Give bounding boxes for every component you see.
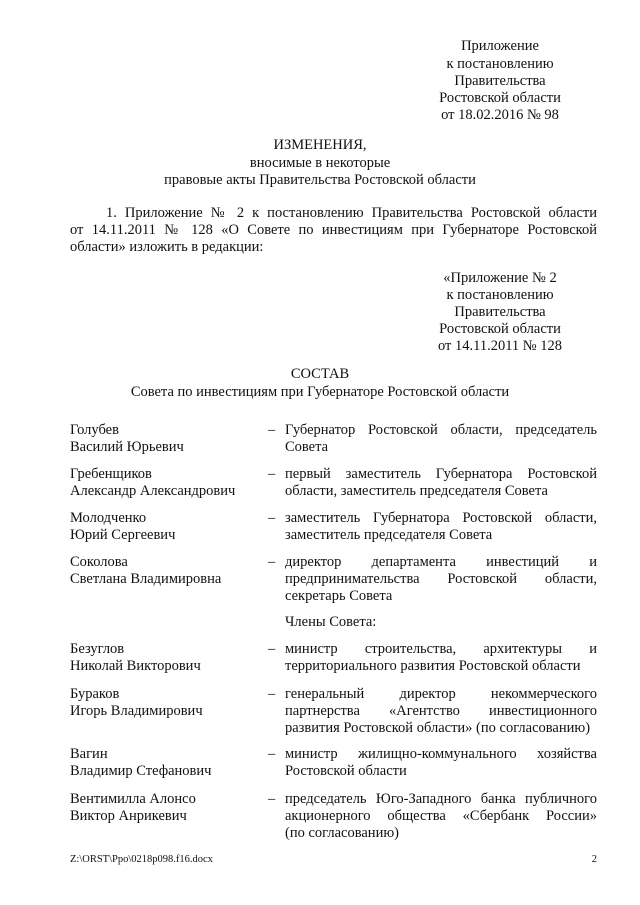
member-names: Александр Александрович (70, 483, 236, 499)
member-names: Василий Юрьевич (70, 439, 184, 455)
members-label: Члены Совета: (285, 614, 377, 630)
member-role-line: партнерства «Агентство инвестиционного (285, 703, 597, 719)
member-role-line: акционерного общества «Сбербанк России» (285, 808, 597, 824)
member-role-line: заместитель Губернатора Ростовской области, (285, 510, 597, 526)
changes-subtitle-line: правовые акты Правительства Ростовской области (164, 172, 476, 188)
member-dash: – (268, 791, 276, 807)
composition-heading: СОСТАВ (290, 366, 350, 382)
member-dash: – (268, 466, 276, 482)
appendix-header-line: к постановлению (446, 56, 554, 72)
member-dash: – (268, 686, 276, 702)
member-role-line: Ростовской области (285, 763, 407, 779)
member-role-line: министр строительства, архитектуры и (285, 641, 597, 657)
member-names: Владимир Стефанович (70, 763, 212, 779)
paragraph-line: от 14.11.2011 № 128 «О Совете по инвестициям при Губернаторе Ростовской (70, 222, 597, 238)
appendix-quote-line: от 14.11.2011 № 128 (437, 338, 563, 354)
page-number: 2 (591, 854, 597, 865)
member-role-line: предпринимательства Ростовской области, (285, 571, 597, 587)
appendix-quote-line: к постановлению (446, 287, 554, 303)
appendix-header-line: Ростовской области (439, 90, 561, 106)
member-names: Виктор Анрикевич (70, 808, 187, 824)
member-role-line: заместитель председателя Совета (285, 527, 493, 543)
member-surname: Гребенщиков (70, 466, 152, 482)
composition-subheading: Совета по инвестициям при Губернаторе Ростовской области (130, 384, 510, 400)
member-surname: Соколова (70, 554, 128, 570)
member-names: Николай Викторович (70, 658, 201, 674)
member-role-line: Губернатор Ростовской области, председатель (285, 422, 597, 438)
member-surname: Безуглов (70, 641, 125, 657)
member-surname: Вагин (70, 746, 108, 762)
footer-filename: Z:\ORST\Ppo\0218p098.f16.docx (70, 854, 213, 865)
member-role-line: области, заместитель председателя Совета (285, 483, 548, 499)
member-surname: Голубев (70, 422, 119, 438)
member-role-line: первый заместитель Губернатора Ростовской (285, 466, 597, 482)
member-dash: – (268, 510, 276, 526)
appendix-quote-line: «Приложение № 2 (443, 270, 557, 286)
changes-heading: ИЗМЕНЕНИЯ, (273, 137, 367, 153)
member-surname: Вентимилла Алонсо (70, 791, 196, 807)
member-surname: Молодченко (70, 510, 147, 526)
appendix-header-line: Правительства (454, 73, 546, 89)
paragraph-line: области» изложить в редакции: (70, 239, 264, 255)
appendix-header-line: Приложение (461, 38, 539, 54)
member-dash: – (268, 641, 276, 657)
member-names: Юрий Сергеевич (70, 527, 176, 543)
changes-subtitle-line: вносимые в некоторые (249, 155, 391, 171)
member-role-line: генеральный директор некоммерческого (285, 686, 597, 702)
member-role-line: председатель Юго-Западного банка публичного (285, 791, 597, 807)
appendix-header-line: от 18.02.2016 № 98 (441, 107, 559, 123)
member-role-line: территориального развития Ростовской области (285, 658, 581, 674)
paragraph-line: 1. Приложение № 2 к постановлению Правительства Ростовской области (106, 205, 597, 221)
member-surname: Бураков (70, 686, 120, 702)
member-role-line: секретарь Совета (285, 588, 393, 604)
member-names: Игорь Владимирович (70, 703, 203, 719)
member-dash: – (268, 746, 276, 762)
member-dash: – (268, 554, 276, 570)
member-role-line: министр жилищно-коммунального хозяйства (285, 746, 597, 762)
member-names: Светлана Владимировна (70, 571, 222, 587)
member-role-line: Совета (285, 439, 329, 455)
member-dash: – (268, 422, 276, 438)
appendix-quote-line: Правительства (454, 304, 546, 320)
appendix-quote-line: Ростовской области (439, 321, 561, 337)
member-role-line: (по согласованию) (285, 825, 399, 841)
member-role-line: директор департамента инвестиций и (285, 554, 597, 570)
member-role-line: развития Ростовской области» (по согласованию) (285, 720, 591, 736)
